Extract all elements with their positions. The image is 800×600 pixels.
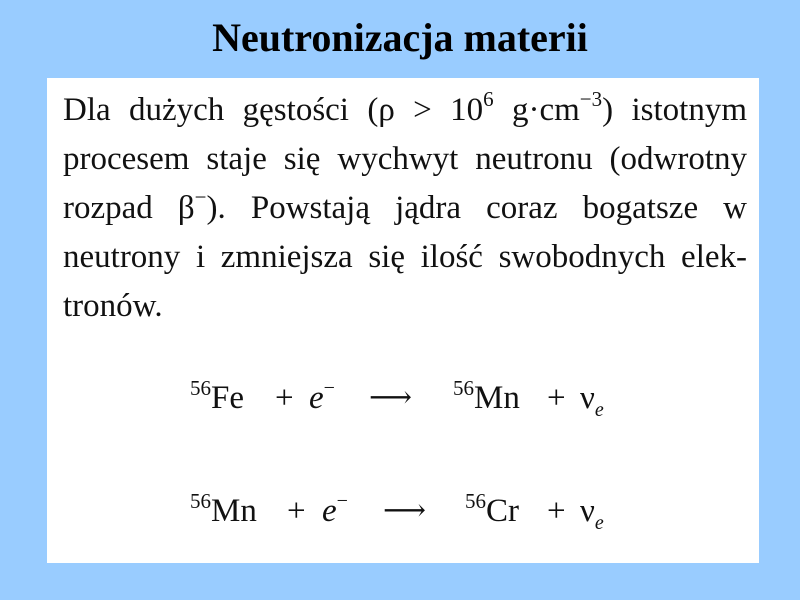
description-paragraph	[63, 86, 747, 331]
plus-sign: +	[547, 380, 566, 416]
plus-sign: +	[547, 493, 566, 529]
product-nucleus: $^{56}$Cr	[465, 489, 519, 529]
paragraph-line-4: neutrony i zmniejsza się ilość swobodnych elek-	[63, 239, 747, 275]
reactant-nucleus: $^{56}$Mn	[190, 489, 257, 529]
paragraph-line-3: rozpad β−). Powstają jądra coraz bogatsze w	[63, 185, 748, 226]
paragraph-line-2: procesem staje się wychwyt neutronu (odwrotny	[63, 141, 747, 177]
reactant-nucleus: $^{56}$Fe	[190, 376, 244, 416]
paragraph-line-5: tronów.	[63, 288, 163, 324]
reaction-arrow: ⟶	[383, 494, 425, 527]
neutrino-symbol: $\nu_e$	[580, 493, 604, 534]
plus-sign: +	[275, 380, 294, 416]
electron-symbol: e−	[322, 490, 348, 529]
slide-title: Neutronizacja materii	[212, 15, 588, 60]
product-nucleus: $^{56}$Mn	[453, 376, 520, 416]
plus-sign: +	[287, 493, 306, 529]
neutrino-symbol: $\nu_e$	[580, 380, 604, 421]
paragraph-line-1: Dla dużych gęstości ($\rho > 10^6$ $g\cdot cm^{-3}$) istotnym	[63, 87, 748, 128]
electron-symbol: e−	[309, 377, 335, 416]
content-panel	[47, 78, 759, 563]
reaction-arrow: ⟶	[369, 381, 411, 414]
